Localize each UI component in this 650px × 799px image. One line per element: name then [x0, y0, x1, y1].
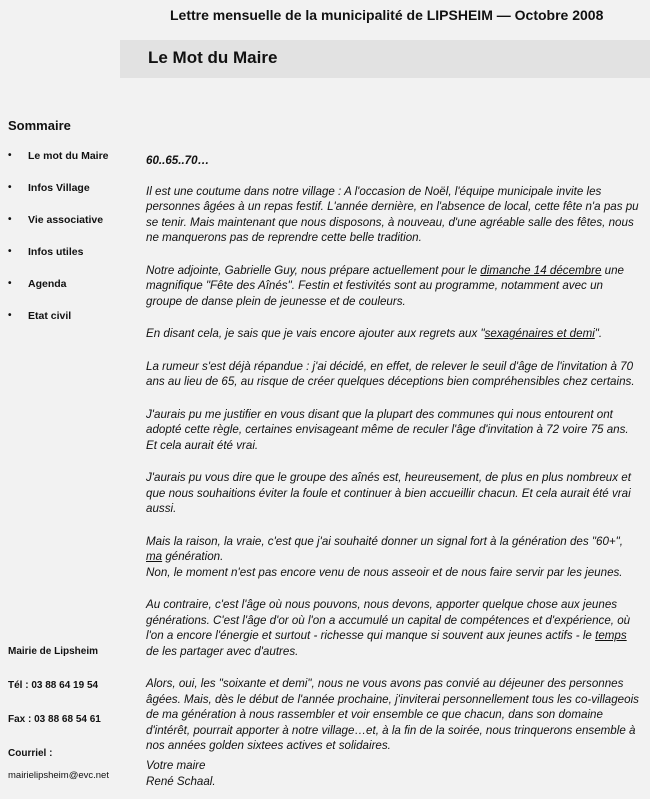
underlined-phrase: sexagénaires et demi — [484, 327, 595, 340]
letter-paragraph: La rumeur s'est déjà répandue : j'ai décidé, en effet, de relever le seuil d'âge de l'invitation à 70 ans au lieu de 65, au risque de créer quelques déceptions bien compréhensibles chez certains. — [146, 359, 635, 388]
underlined-date: dimanche 14 décembre — [480, 263, 602, 277]
toc-item-label: Infos utiles — [28, 246, 84, 258]
underlined-word: ma — [146, 550, 163, 563]
toc-item-label: Etat civil — [28, 310, 72, 322]
toc-item-label: Vie associative — [28, 214, 104, 226]
bullet-icon: • — [8, 246, 12, 257]
text-run: Non, le moment n'est pas encore venu de nous asseoir et de nous faire servir par les jeunes. — [146, 565, 623, 579]
text-run: En disant cela, je sais que je vais encore ajouter aux regrets aux " — [146, 327, 485, 340]
newsletter-title: Lettre mensuelle de la municipalité de LIPSHEIM — Octobre 2008 — [170, 7, 604, 23]
letter-paragraph — [146, 326, 640, 342]
letter-paragraph: Alors, oui, les "soixante et demi", nous ne vous avons pas convié au déjeuner des personnes âgées. Mais, dès le début de l'année prochaine, j'inviterai personnellement tous les co-villageois de ma génération à nous rassembler et voir ensemble ce que chacun, dans son domaine d'intérêt, pourrait apporter à notre village…et, à la fin de la soirée, nous trinquerons ensemble à nos années golden sixtees actives et solidaires. — [146, 677, 639, 752]
table-of-contents — [8, 150, 128, 342]
bullet-icon: • — [8, 214, 12, 225]
text-run: une magnifique "Fête des Aînés". Festin et festivités sont au programme, notamment avec un groupe de danse plein de jeunesse et de couleurs. — [146, 263, 625, 308]
toc-item-label: Le mot du Maire — [28, 150, 109, 162]
toc-item-label: Infos Village — [28, 182, 90, 194]
letter-paragraph: J'aurais pu me justifier en vous disant que la plupart des communes qui nous entourent ont adopté cette règle, certaines envisageant même de reculer l'âge d'invitation à 72 voire 75 ans. Et cela aurait été vrai. — [146, 407, 629, 452]
sommaire-heading: Sommaire — [8, 118, 71, 133]
section-title: Le Mot du Maire — [148, 48, 278, 67]
toc-item-mot-du-maire[interactable] — [8, 150, 128, 182]
bullet-icon: • — [8, 182, 12, 193]
text-run: Au contraire, c'est l'âge où nous pouvons, nous devons, apporter quelque chose aux jeunes générations. C'est l'âge d'or où l'on a accumulé un capital de compétences et d'expérience, où l'on a encore l'énergie et surtout - richesse qui manque si souvent aux jeunes actifs - le — [146, 598, 631, 642]
newsletter-header — [0, 0, 650, 30]
letter-paragraph: J'aurais pu vous dire que le groupe des aînés est, heureusement, de plus en plus nombreux et que nous souhaitions éviter la foule et continuer à bien accueillir chacun. Et cela aurait été vrai aussi. — [146, 471, 631, 515]
toc-item-agenda[interactable] — [8, 278, 128, 310]
toc-item-vie-associative[interactable] — [8, 214, 128, 246]
underlined-word: temps — [595, 629, 627, 642]
text-run: génération. — [162, 550, 224, 563]
letter-body — [146, 153, 640, 771]
letter-paragraph — [146, 263, 640, 310]
closing: Votre maire — [146, 759, 206, 772]
signature-name: René Schaal. — [146, 774, 216, 788]
text-run: de les partager avec d'autres. — [146, 644, 299, 658]
toc-item-etat-civil[interactable] — [8, 310, 128, 342]
bullet-icon: • — [8, 310, 12, 321]
text-run: Notre adjointe, Gabrielle Guy, nous prépare actuellement pour le — [146, 263, 481, 277]
letter-paragraph — [146, 597, 640, 659]
letter-paragraph: Il est une coutume dans notre village : A l'occasion de Noël, l'équipe municipale invite les personnes âgées à un repas festif. L'année dernière, en l'absence de local, cette fête n'a pas pu se tenir. Mais maintenant que nous disposons, à nouveau, d'une agréable salle des fêtes, nous ne manquerons pas de reprendre cette belle tradition. — [146, 184, 639, 244]
signature-block — [146, 758, 216, 789]
text-run: ". — [594, 327, 603, 340]
sidebar — [0, 110, 130, 799]
contact-fax: Fax : 03 88 68 54 61 — [8, 714, 101, 725]
toc-item-infos-utiles[interactable] — [8, 246, 128, 278]
bullet-icon: • — [8, 150, 12, 161]
text-run: Mais la raison, la vraie, c'est que j'ai souhaité donner un signal fort à la génération des "60+", — [146, 534, 624, 548]
contact-phone: Tél : 03 88 64 19 54 — [8, 680, 99, 691]
contact-name: Mairie de Lipsheim — [8, 646, 99, 657]
letter-intro: 60..65..70… — [146, 154, 210, 167]
toc-item-label: Agenda — [28, 278, 67, 290]
letter-paragraph — [146, 534, 640, 581]
toc-item-infos-village[interactable] — [8, 182, 128, 214]
contact-email-label: Courriel : — [8, 748, 53, 759]
bullet-icon: • — [8, 278, 12, 289]
contact-email[interactable]: mairielipsheim@evc.net — [8, 770, 109, 781]
